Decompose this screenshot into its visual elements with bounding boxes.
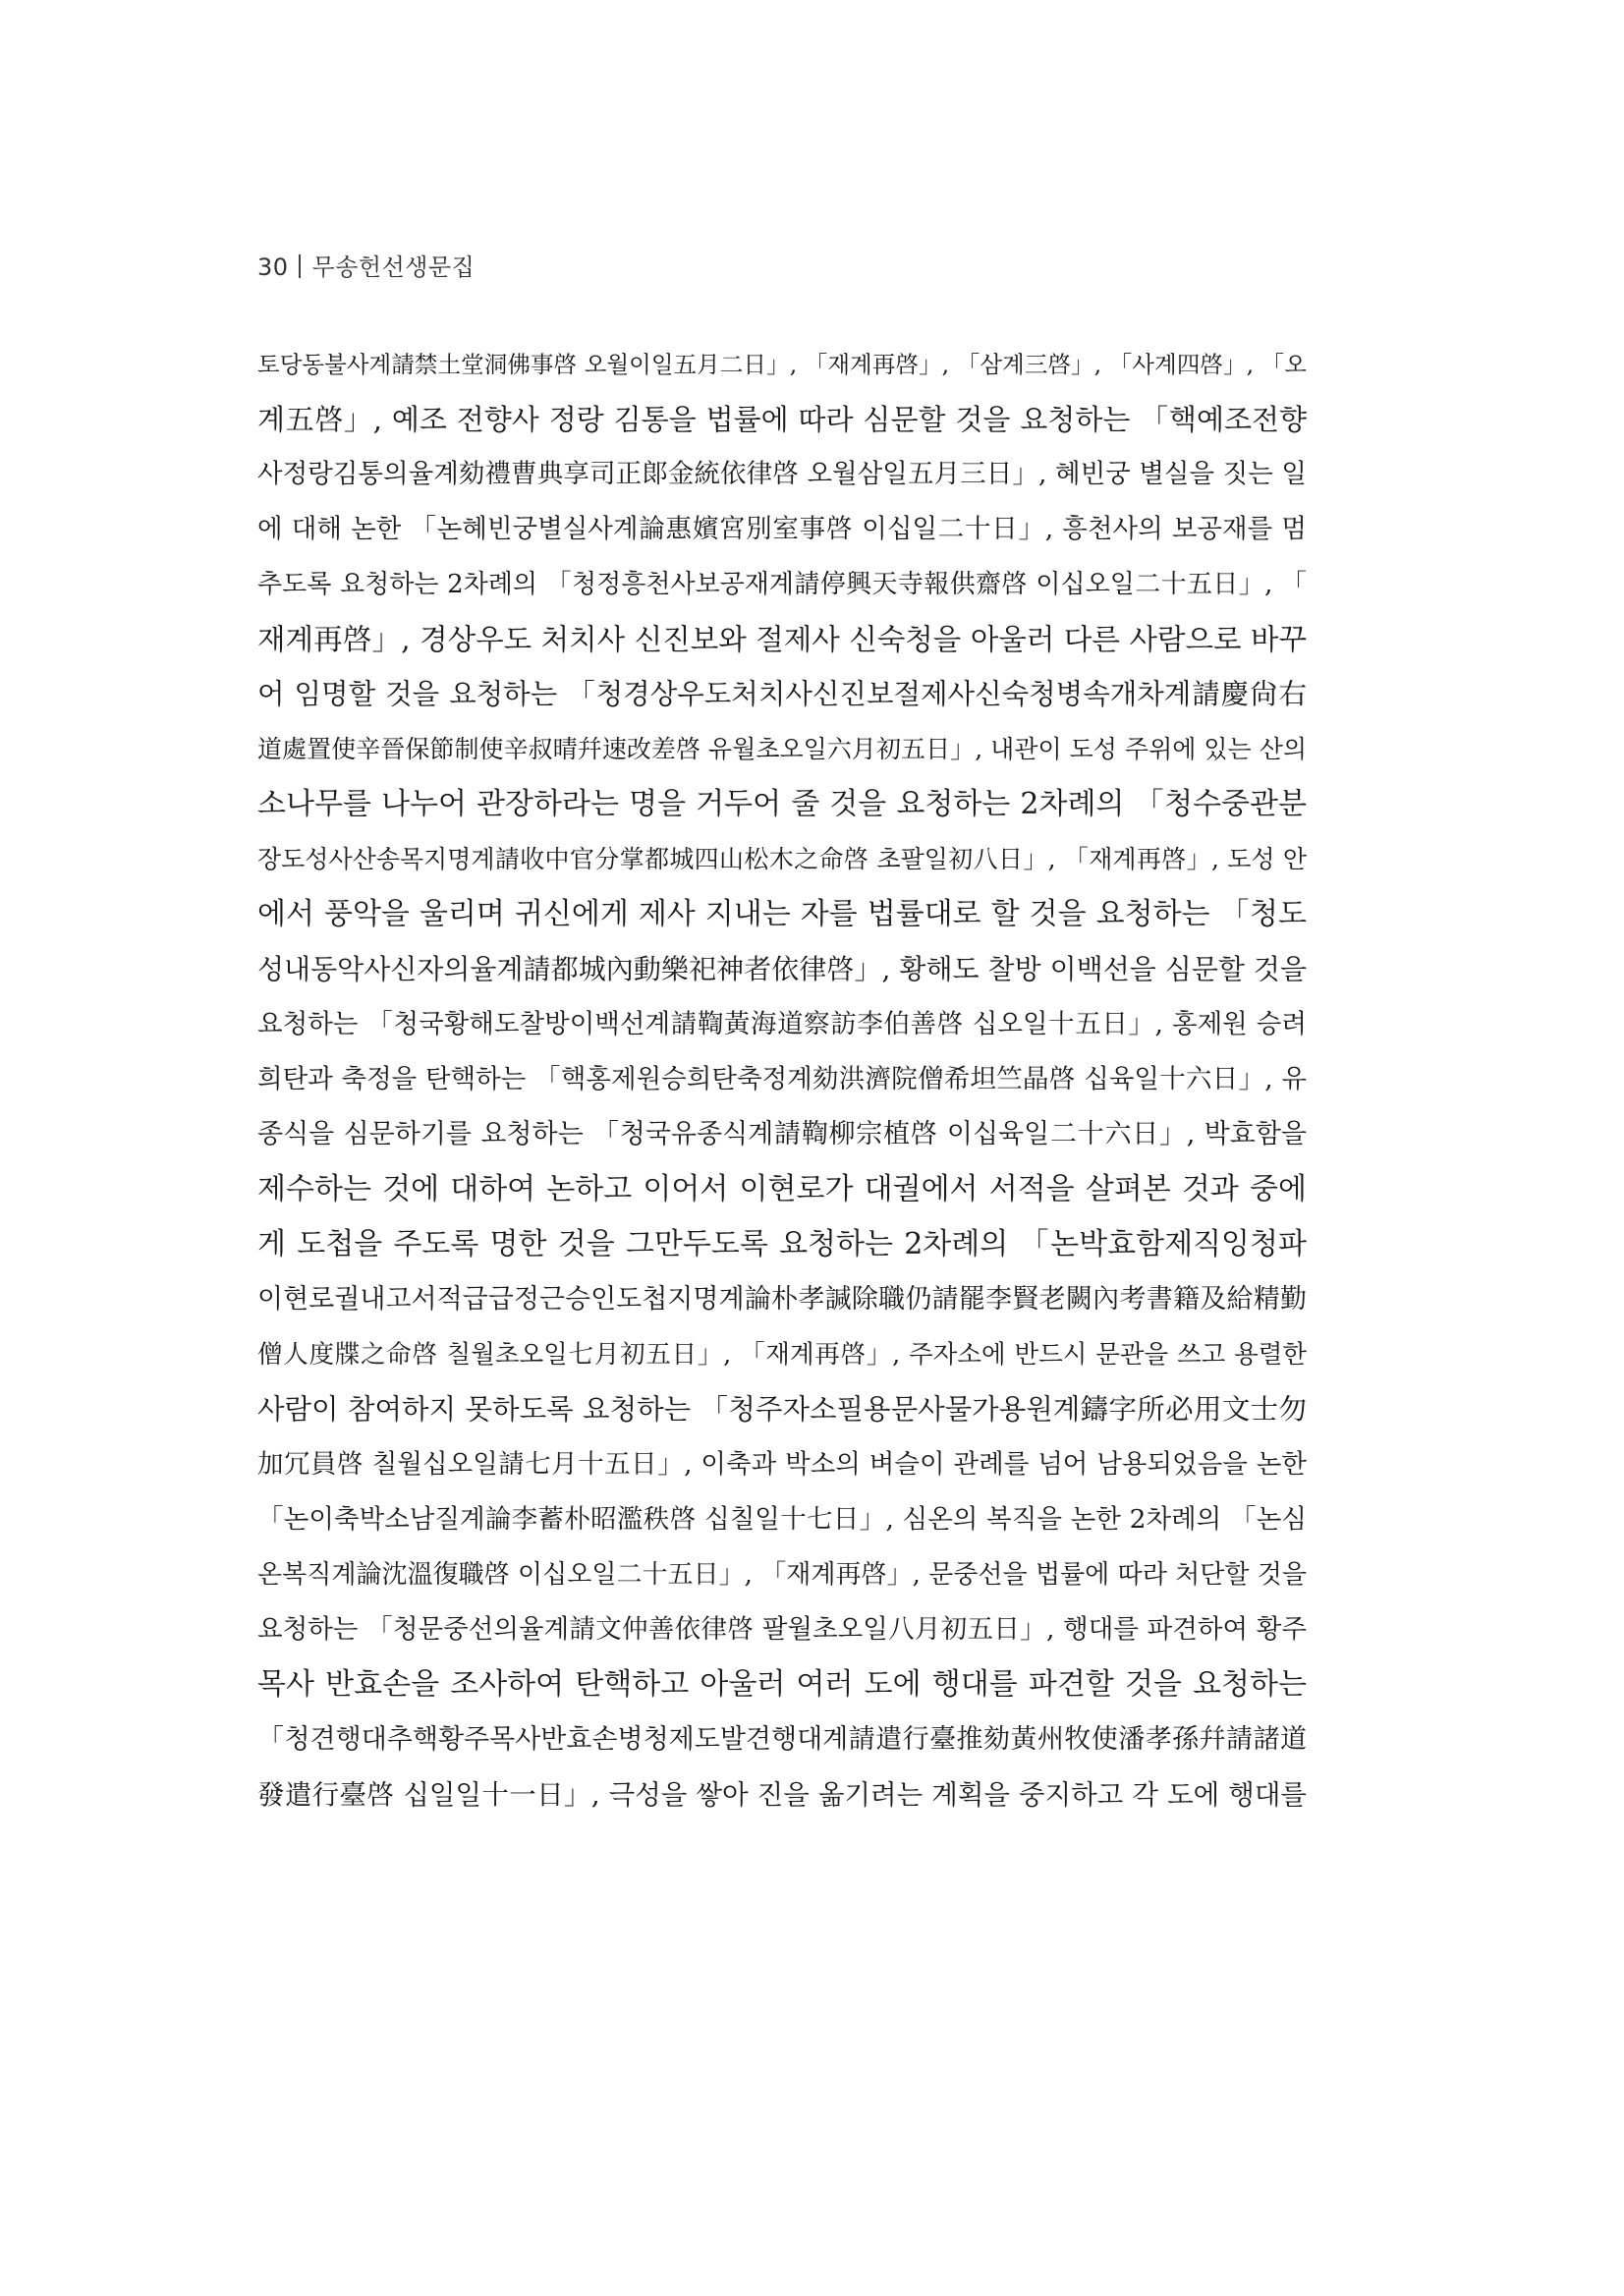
text-line: 道處置使辛晉保節制使辛叔晴幷速改差啓 유월초오일六月初五日」, 내관이 도성 주위에 있는 산의 [257,735,1307,763]
text-line: 토당동불사계請禁土堂洞佛事啓 오월이일五月二日」, 「재계再啓」, 「삼계三啓」, 「사계四啓」, 「오 [257,351,1307,378]
text-line: 장도성사산송목지명계請收中官分掌都城四山松木之命啓 초팔일初八日」, 「재계再啓」, 도성 안 [257,845,1307,873]
book-title: 무송헌선생문집 [311,253,476,281]
text-line: 僧人度牒之命啓 칠월초오일七月初五日」, 「재계再啓」, 주자소에 반드시 문관을 쓰고 용렬한 [257,1340,1307,1370]
text-line: 「청견행대추핵황주목사반효손병청제도발견행대계請遣行臺推劾黃州牧使潘孝孫幷請諸道 [257,1724,1307,1755]
text-line: 재계再啓」, 경상우도 처치사 신진보와 절제사 신숙청을 아울러 다른 사람으로 바꾸 [257,623,1307,656]
text-line: 게 도첩을 주도록 명한 것을 그만두도록 요청하는 2차례의 「논박효함제직잉청파 [257,1227,1307,1261]
text-line: 계五啓」, 예조 전향사 정랑 김통을 법률에 따라 심문할 것을 요청하는 「핵예조전향 [257,403,1307,436]
text-line: 제수하는 것에 대하여 논하고 이어서 이현로가 대궐에서 서적을 살펴본 것과 중에 [257,1172,1307,1206]
header-divider [299,254,301,278]
text-line: 사정랑김통의율계劾禮曹典享司正郞金統依律啓 오월삼일五月三日」, 혜빈궁 별실을 짓는 일 [257,459,1307,489]
text-line: 추도록 요청하는 2차례의 「청정흥천사보공재계請停興天寺報供齋啓 이십오일二十五日」, 「 [257,570,1307,599]
text-line: 에 대해 논한 「논혜빈궁별실사계論惠嬪宮別室事啓 이십일二十日」, 흥천사의 보공재를 멈 [257,514,1307,544]
text-line: 목사 반효손을 조사하여 탄핵하고 아울러 여러 도에 행대를 파견할 것을 요청하는 [257,1667,1307,1702]
text-line: 성내동악사신자의율계請都城內動樂祀神者依律啓」, 황해도 찰방 이백선을 심문할 것을 [257,953,1307,985]
running-header [257,248,475,282]
text-line: 희탄과 축정을 탄핵하는 「핵홍제원승희탄축정계劾洪濟院僧希坦竺晶啓 십육일十六日」, 유 [257,1064,1307,1094]
page-number: 30 [257,253,289,281]
text-line: 사람이 참여하지 못하도록 요청하는 「청주자소필용문사물가용원계鑄字所必用文士勿 [257,1393,1307,1426]
text-line: 요청하는 「청문중선의율계請文仲善依律啓 팔월초오일八月初五日」, 행대를 파견하여 황주 [257,1614,1307,1645]
text-line: 에서 풍악을 울리며 귀신에게 제사 지내는 자를 법률대로 할 것을 요청하는 「청도 [257,897,1307,931]
body-text [257,337,1307,1822]
text-line: 종식을 심문하기를 요청하는 「청국유종식계請鞫柳宗植啓 이십육일二十六日」, 박효함을 [257,1119,1307,1149]
text-line: 發遣行臺啓 십일일十一日」, 극성을 쌓아 진을 옮기려는 계획을 중지하고 각 도에 행대를 [257,1779,1307,1811]
text-line: 어 임명할 것을 요청하는 「청경상우도처치사신진보절제사신숙청병속개차계請慶尙右 [257,678,1307,710]
text-line: 이현로궐내고서적급급정근승인도첩지명계論朴孝諴除職仍請罷李賢老闕內考書籍及給精勤 [257,1284,1307,1315]
text-line: 소나무를 나누어 관장하라는 명을 거두어 줄 것을 요청하는 2차례의 「청수중관분 [257,787,1307,821]
text-line: 加冗員啓 칠월십오일請七月十五日」, 이축과 박소의 벼슬이 관례를 넘어 남용되었음을 논한 [257,1449,1307,1480]
text-line: 요청하는 「청국황해도찰방이백선계請鞫黃海道察訪李伯善啓 십오일十五日」, 홍제원 승려 [257,1009,1307,1039]
text-line: 「논이축박소남질계論李蓄朴昭濫秩啓 십칠일十七日」, 심온의 복직을 논한 2차례의 「논심 [257,1504,1307,1535]
text-line: 온복직계論沈溫復職啓 이십오일二十五日」, 「재계再啓」, 문중선을 법률에 따라 처단할 것을 [257,1560,1307,1590]
